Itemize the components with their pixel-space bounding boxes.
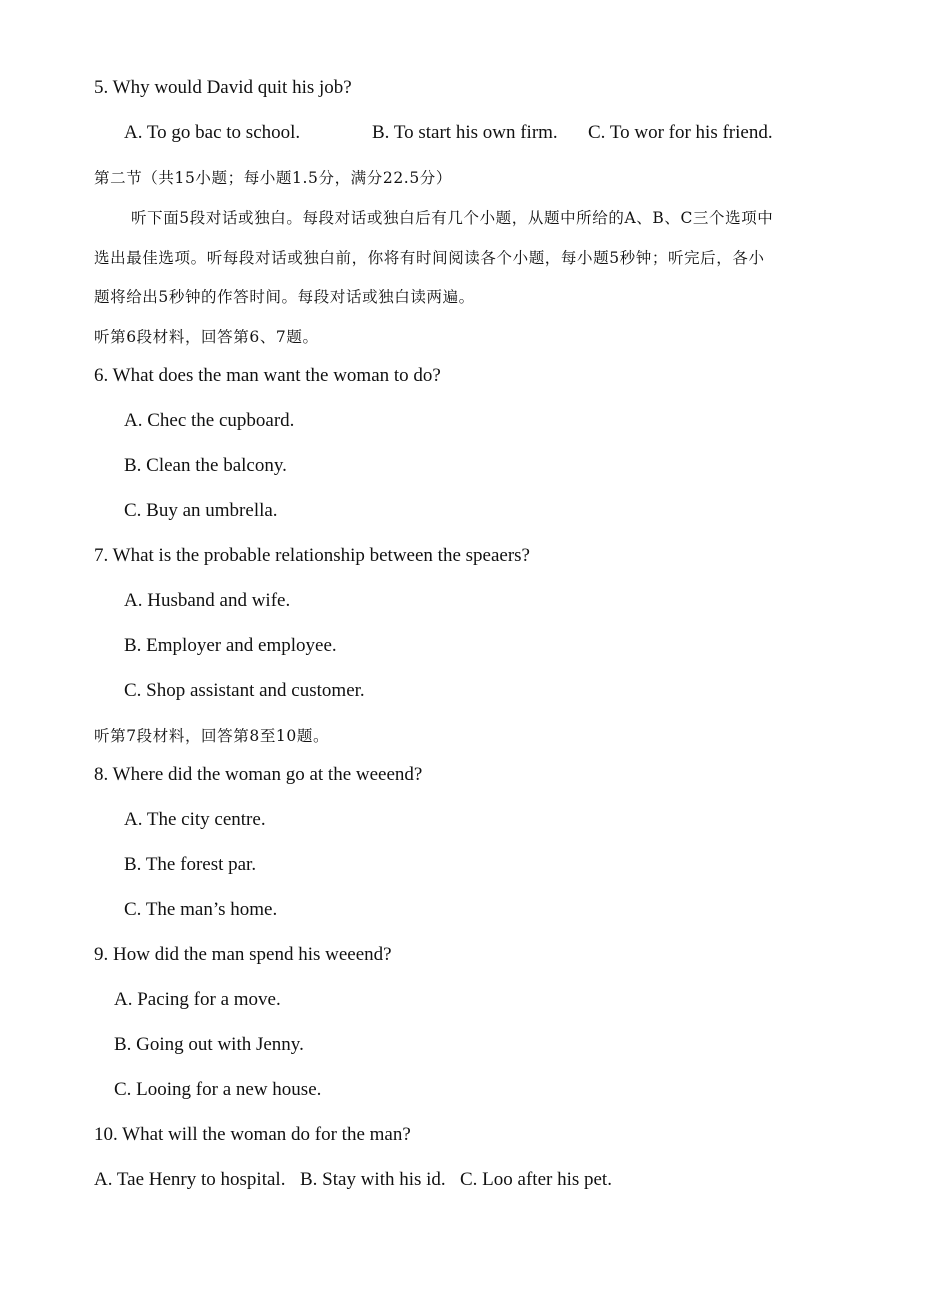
instructions-line-1: 听下面5段对话或独白。每段对话或独白后有几个小题，从题中所给的A、B、C三个选项中 <box>131 209 774 227</box>
option-c: C. To wor for his friend. <box>588 122 773 143</box>
option-a: A. The city centre. <box>124 809 266 830</box>
question-5-options <box>124 121 844 145</box>
question-10: 10. What will the woman do for the man? <box>94 1124 411 1145</box>
option-a: A. Chec the cupboard. <box>124 410 295 431</box>
section-heading: 第二节（共15小题；每小题1.5分，满分22.5分） <box>94 169 452 187</box>
question-7: 7. What is the probable relationship between the speaers? <box>94 545 530 566</box>
question-9: 9. How did the man spend his weeend? <box>94 944 392 965</box>
question-5: 5. Why would David quit his job? <box>94 77 352 98</box>
option-c: C. The man’s home. <box>124 899 278 920</box>
option-c: C. Buy an umbrella. <box>124 500 278 521</box>
option-a: A. To go bac to school. <box>124 122 301 143</box>
question-6: 6. What does the man want the woman to do? <box>94 365 441 386</box>
question-8: 8. Where did the woman go at the weeend? <box>94 764 423 785</box>
passage-6-label: 听第6段材料，回答第6、7题。 <box>94 328 319 346</box>
option-b: B. Clean the balcony. <box>124 455 287 476</box>
instructions-line-2: 选出最佳选项。听每段对话或独白前，你将有时间阅读各个小题，每小题5秒钟；听完后，各小 <box>94 249 765 267</box>
option-a: A. Pacing for a move. <box>114 989 281 1010</box>
option-b: B. To start his own firm. <box>372 122 558 143</box>
option-c: C. Looing for a new house. <box>114 1079 322 1100</box>
option-c: C. Loo after his pet. <box>460 1169 612 1190</box>
option-a: A. Husband and wife. <box>124 590 291 611</box>
option-b: B. The forest par. <box>124 854 257 875</box>
option-b: B. Stay with his id. <box>300 1169 446 1190</box>
option-c: C. Shop assistant and customer. <box>124 680 365 701</box>
option-a: A. Tae Henry to hospital. <box>94 1169 286 1190</box>
passage-7-label: 听第7段材料，回答第8至10题。 <box>94 727 330 745</box>
instructions-line-3: 题将给出5秒钟的作答时间。每段对话或独白读两遍。 <box>94 288 475 306</box>
option-b: B. Employer and employee. <box>124 635 337 656</box>
option-b: B. Going out with Jenny. <box>114 1034 304 1055</box>
question-10-options <box>94 1168 654 1192</box>
